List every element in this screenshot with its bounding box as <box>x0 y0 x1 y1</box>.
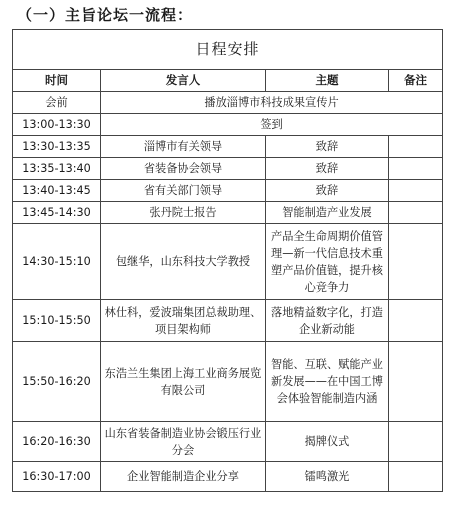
header-time: 时间 <box>13 70 101 92</box>
table-row <box>13 462 443 492</box>
row-time: 13:45-14:30 <box>13 202 101 224</box>
table-title: 日程安排 <box>13 30 443 70</box>
row-note <box>389 342 443 422</box>
row-time: 13:00-13:30 <box>13 114 101 136</box>
row-note <box>389 224 443 300</box>
row-speaker: 山东省装备制造业协会锻压行业分会 <box>101 422 266 462</box>
table-row <box>13 158 443 180</box>
row-time: 13:40-13:45 <box>13 180 101 202</box>
row-speaker: 淄博市有关领导 <box>101 136 266 158</box>
schedule-table <box>12 29 443 492</box>
row-merged-content: 签到 <box>101 114 443 136</box>
row-topic: 致辞 <box>266 158 389 180</box>
table-row <box>13 180 443 202</box>
header-topic: 主题 <box>266 70 389 92</box>
row-note <box>389 158 443 180</box>
row-topic: 致辞 <box>266 136 389 158</box>
row-speaker: 企业智能制造企业分享 <box>101 462 266 492</box>
row-topic: 镭鸣激光 <box>266 462 389 492</box>
row-note <box>389 202 443 224</box>
table-row <box>13 342 443 422</box>
row-speaker: 东浩兰生集团上海工业商务展览有限公司 <box>101 342 266 422</box>
row-time: 16:30-17:00 <box>13 462 101 492</box>
row-note <box>389 136 443 158</box>
row-speaker: 省有关部门领导 <box>101 180 266 202</box>
table-row <box>13 422 443 462</box>
row-topic: 智能、互联、赋能产业新发展——在中国工博会体验智能制造内涵 <box>266 342 389 422</box>
row-time: 15:50-16:20 <box>13 342 101 422</box>
table-row <box>13 136 443 158</box>
table-row <box>13 224 443 300</box>
row-topic: 产品全生命周期价值管理—新一代信息技术重塑产品价值链，提升核心竞争力 <box>266 224 389 300</box>
row-time: 13:30-13:35 <box>13 136 101 158</box>
row-note <box>389 422 443 462</box>
row-speaker: 张丹院士报告 <box>101 202 266 224</box>
row-note <box>389 300 443 342</box>
section-heading: （一）主旨论坛一流程： <box>17 6 194 24</box>
row-time: 14:30-15:10 <box>13 224 101 300</box>
row-topic: 致辞 <box>266 180 389 202</box>
row-speaker: 包继华，山东科技大学教授 <box>101 224 266 300</box>
row-time: 15:10-15:50 <box>13 300 101 342</box>
table-row <box>13 114 443 136</box>
row-time: 会前 <box>13 92 101 114</box>
table-row <box>13 202 443 224</box>
row-note <box>389 462 443 492</box>
header-speaker: 发言人 <box>101 70 266 92</box>
table-row <box>13 92 443 114</box>
row-time: 13:35-13:40 <box>13 158 101 180</box>
row-speaker: 省装备协会领导 <box>101 158 266 180</box>
row-merged-content: 播放淄博市科技成果宣传片 <box>101 92 443 114</box>
row-topic: 智能制造产业发展 <box>266 202 389 224</box>
row-note <box>389 180 443 202</box>
row-topic: 落地精益数字化，打造企业新动能 <box>266 300 389 342</box>
table-row <box>13 300 443 342</box>
header-note: 备注 <box>389 70 443 92</box>
row-speaker: 林仕科，爱波瑞集团总裁助理、项目架构师 <box>101 300 266 342</box>
row-topic: 揭牌仪式 <box>266 422 389 462</box>
row-time: 16:20-16:30 <box>13 422 101 462</box>
